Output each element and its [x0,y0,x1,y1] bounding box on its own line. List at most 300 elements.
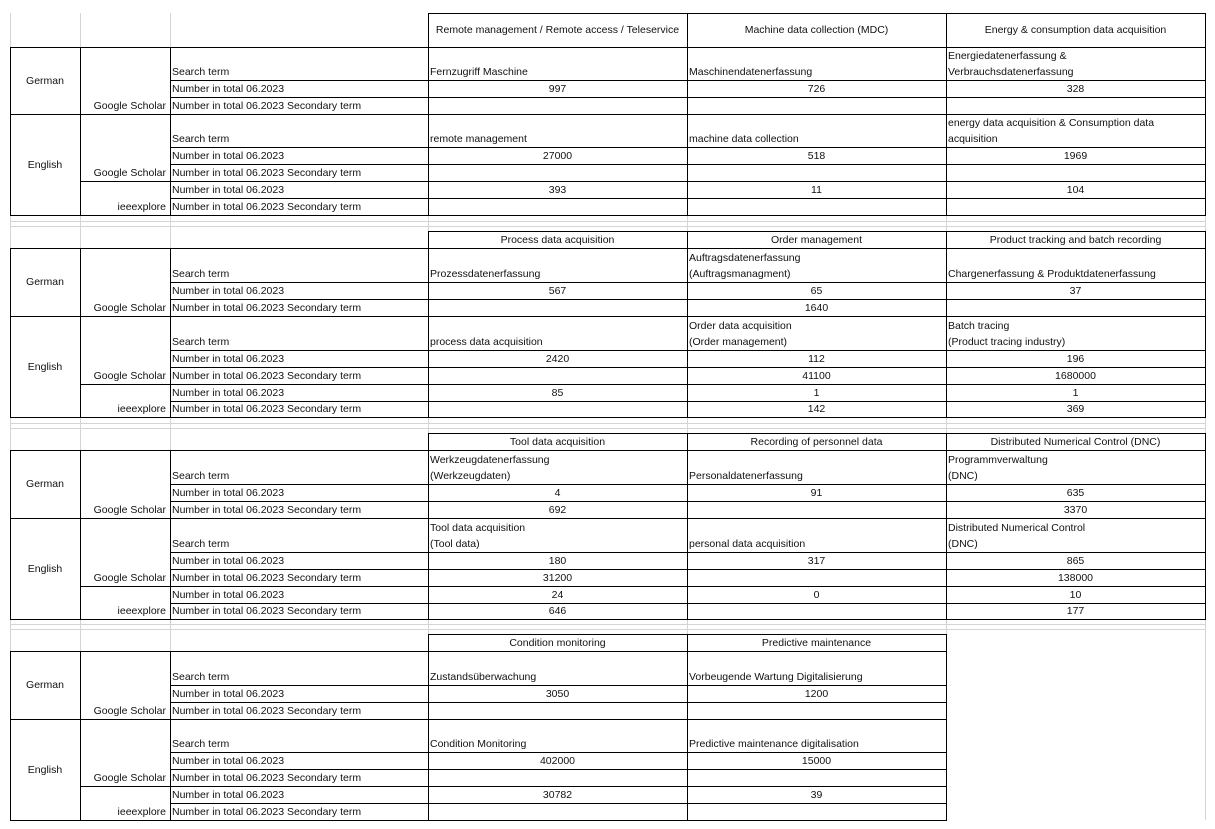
cell-text: Number in total 06.2023 [172,487,285,499]
search-term-cell [687,316,946,350]
cell-text: 692 [548,504,567,516]
cell-text: 865 [1066,555,1085,567]
cell-text: Predictive maintenance digitalisation [689,738,859,750]
row-label [170,248,428,282]
cell-text: remote management [430,133,527,145]
cell-text: 1200 [804,688,829,700]
cell-text: Remote management / Remote access / Teleservice [435,24,680,36]
border-line [946,231,947,417]
count-cell [687,685,946,702]
row-label [170,181,428,198]
language-label [10,651,80,719]
border-line [687,231,688,417]
border-line [10,417,1206,418]
border-line [170,685,947,686]
cell-text: Product tracking and batch recording [989,233,1162,246]
row-label [170,484,428,501]
row-label [170,552,428,569]
cell-text: Number in total 06.2023 Secondary term [172,572,362,584]
border-line [170,299,1206,300]
cell-text: (Werkzeugdaten) [430,470,511,482]
category-header [946,231,1205,248]
cell-text: 27000 [542,150,573,162]
category-header [428,433,687,450]
cell-text: 138000 [1057,572,1094,584]
cell-text: 567 [548,285,567,297]
cell-text: Number in total 06.2023 Secondary term [172,504,362,516]
cell-text: ieeexplore [117,605,166,617]
cell-text: Number in total 06.2023 Secondary term [172,370,362,382]
cell-text: 142 [807,403,826,415]
border-line [170,752,947,753]
row-label [170,47,428,80]
row-label [170,299,428,316]
gridline [10,428,1205,429]
cell-text: Number in total 06.2023 Secondary term [172,403,362,415]
border-line [170,501,1206,502]
cell-text: 726 [807,83,826,95]
row-label [170,769,428,786]
border-line [80,651,81,821]
count-cell [428,299,687,316]
cell-text: Google Scholar [93,772,166,784]
border-line [428,450,429,620]
row-label [170,401,428,417]
cell-text: 177 [1066,605,1085,617]
cell-text: 3050 [545,688,570,700]
cell-text: 1 [1072,387,1079,399]
cell-text: 196 [1066,353,1085,365]
border-line [10,518,1206,519]
language-label [10,114,80,215]
count-cell [687,299,946,316]
border-line [170,569,1206,570]
cell-text: Energy & consumption data acquisition [984,24,1167,36]
cell-text: Energiedatenerfassung & [948,50,1067,62]
cell-text: 997 [548,83,567,95]
border-line [1205,433,1206,619]
search-term-cell [687,518,946,552]
count-cell [428,97,687,114]
count-cell [946,501,1205,518]
cell-text: 31200 [542,572,573,584]
row-label [170,752,428,769]
cell-text: Machine data collection (MDC) [744,24,889,36]
count-cell [687,282,946,299]
gridline [10,624,1205,625]
border-line [170,552,1206,553]
cell-text: Number in total 06.2023 [172,150,285,162]
cell-text: 402000 [539,755,576,767]
category-header [428,13,687,47]
cell-text: Condition monitoring [509,636,606,649]
cell-text: German [26,276,64,288]
cell-text: Auftragsdatenerfassung [689,252,801,264]
row-label [170,518,428,552]
cell-text: (Product tracing industry) [948,336,1066,348]
cell-text: 11 [811,184,822,196]
border-line [10,619,1206,620]
border-line [170,450,171,620]
border-line [10,820,947,821]
language-label [10,316,80,417]
cell-text: Order data acquisition [689,320,792,332]
cell-text: 39 [810,789,823,801]
cell-text: German [26,74,64,87]
cell-text: Search term [172,133,230,145]
border-line [170,603,1206,604]
border-line [10,47,1206,48]
row-label [170,114,428,147]
category-header [946,13,1205,47]
source-label [80,401,170,417]
count-cell [687,501,946,518]
cell-text: Werkzeugdatenerfassung [430,454,550,466]
row-label [170,164,428,181]
cell-text: Distributed Numerical Control (DNC) [990,435,1161,448]
border-line [10,450,11,620]
cell-text: 1640 [804,302,829,314]
cell-text: Number in total 06.2023 [172,184,285,196]
count-cell [946,603,1205,619]
border-line [946,634,947,820]
border-line [10,651,947,652]
border-line [687,433,688,619]
cell-text: 41100 [802,370,831,382]
count-cell [687,80,946,97]
count-cell [946,586,1205,603]
count-cell [687,702,946,719]
cell-text: 85 [551,387,564,399]
row-label [170,719,428,752]
border-line [10,248,1206,249]
count-cell [428,484,687,501]
row-label [170,350,428,367]
cell-text: Search term [172,66,230,78]
border-line [10,114,1206,115]
search-term-cell [428,518,687,552]
search-term-cell [428,114,687,147]
cell-text: 15000 [801,755,832,767]
source-label [80,164,170,181]
count-cell [687,147,946,164]
border-line [946,433,947,619]
row-label [170,384,428,401]
row-label [170,803,428,820]
cell-text: Fernzugriff Maschine [430,66,528,78]
count-cell [687,769,946,786]
border-line [10,215,1206,216]
cell-text: Google Scholar [93,572,166,584]
cell-text: Number in total 06.2023 Secondary term [172,302,362,314]
count-cell [946,484,1205,501]
language-label [10,450,80,518]
row-label [170,316,428,350]
count-cell [428,769,687,786]
border-line [170,484,1206,485]
cell-text: English [27,562,63,575]
count-cell [687,484,946,501]
cell-text: German [26,478,64,490]
border-line [10,719,947,720]
border-line [170,401,1206,402]
count-cell [428,586,687,603]
border-line [170,147,1206,148]
cell-text: 328 [1066,83,1085,95]
cell-text: 2420 [545,353,570,365]
cell-text: process data acquisition [430,336,543,348]
count-cell [428,181,687,198]
cell-text: Distributed Numerical Control [948,522,1086,534]
cell-text: 393 [548,184,567,196]
count-cell [428,80,687,97]
row-label [170,147,428,164]
source-label [80,501,170,518]
cell-text: 3370 [1063,504,1088,516]
cell-text: 635 [1066,487,1085,499]
border-line [428,231,429,248]
cell-text: 0 [813,589,820,601]
border-line [170,367,1206,368]
cell-text: Number in total 06.2023 Secondary term [172,806,362,818]
search-term-cell [428,651,687,685]
language-label [10,248,80,316]
count-cell [946,198,1205,215]
search-term-cell [946,248,1205,282]
border-line [80,786,947,787]
cell-text: Number in total 06.2023 [172,555,285,567]
cell-text: 369 [1066,403,1085,415]
row-label [170,367,428,384]
category-header [428,231,687,248]
count-cell [428,786,687,803]
count-cell [687,552,946,569]
border-line [687,634,688,820]
cell-text: Maschinendatenerfassung [689,66,813,78]
language-label [10,47,80,114]
border-line [428,651,429,821]
source-label [80,299,170,316]
border-line [428,248,429,418]
source-label [80,702,170,719]
row-label [170,685,428,702]
cell-text: German [26,679,64,691]
border-line [10,316,1206,317]
cell-text: 1969 [1063,150,1088,162]
search-term-cell [946,114,1205,147]
count-cell [687,181,946,198]
row-label [170,450,428,484]
border-line [170,47,171,216]
cell-text: Search term [172,336,230,348]
row-label [170,80,428,97]
border-line [80,248,81,418]
search-term-cell [428,719,687,752]
category-header [687,433,946,450]
cell-text: Google Scholar [93,705,166,717]
cell-text: 10 [1069,589,1082,601]
count-cell [946,569,1205,586]
row-label [170,282,428,299]
border-line [1205,231,1206,417]
source-label [80,367,170,384]
count-cell [687,803,946,820]
gridline [10,226,1205,227]
cell-text: Search term [172,268,230,280]
border-line [428,47,429,216]
border-line [170,248,171,418]
count-cell [946,147,1205,164]
search-term-cell [687,651,946,685]
cell-text: Number in total 06.2023 Secondary term [172,705,362,717]
cell-text: personal data acquisition [689,538,806,550]
border-line [170,769,947,770]
cell-text: Number in total 06.2023 [172,589,285,601]
count-cell [428,401,687,417]
border-line [80,450,81,620]
language-label [10,719,80,820]
cell-text: Predictive maintenance [761,636,872,649]
count-cell [428,198,687,215]
count-cell [687,401,946,417]
row-label [170,198,428,215]
cell-text: Vorbeugende Wartung Digitalisierung [689,671,863,683]
cell-text: 518 [807,150,826,162]
border-line [170,350,1206,351]
gridline [10,629,1205,630]
search-term-cell [428,316,687,350]
cell-text: ieeexplore [117,806,166,818]
gridline [10,423,1205,424]
border-line [428,231,1206,232]
count-cell [428,501,687,518]
cell-text: machine data collection [689,133,799,145]
search-term-cell [946,450,1205,484]
border-line [428,634,429,651]
cell-text: Programmverwaltung [948,454,1048,466]
border-line [428,433,1206,434]
cell-text: 91 [810,487,823,499]
source-label [80,569,170,586]
search-term-cell [946,316,1205,350]
row-label [170,501,428,518]
border-line [170,164,1206,165]
border-line [80,384,1206,385]
cell-text: Search term [172,470,230,482]
cell-text: (DNC) [948,538,978,550]
count-cell [946,299,1205,316]
border-line [80,586,1206,587]
category-header [428,634,687,651]
border-line [170,97,1206,98]
count-cell [687,367,946,384]
count-cell [687,786,946,803]
border-line [428,433,429,450]
count-cell [687,164,946,181]
category-header [946,433,1205,450]
count-cell [946,181,1205,198]
category-header [687,231,946,248]
cell-text: Google Scholar [93,370,166,382]
border-line [80,47,81,216]
row-label [170,97,428,114]
source-label [80,97,170,114]
source-label [80,803,170,820]
cell-text: Number in total 06.2023 [172,387,285,399]
cell-text: ieeexplore [117,201,166,213]
cell-text: Google Scholar [93,100,166,112]
border-line [170,803,947,804]
search-term-cell [428,47,687,80]
cell-text: Tool data acquisition [430,522,526,534]
border-line [428,13,1206,14]
count-cell [946,80,1205,97]
count-cell [428,367,687,384]
border-line [10,450,1206,451]
border-line [170,282,1206,283]
cell-text: Number in total 06.2023 Secondary term [172,100,362,112]
cell-text: energy data acquisition & Consumption data [948,117,1155,129]
count-cell [428,752,687,769]
cell-text: 104 [1066,184,1085,196]
count-cell [687,603,946,619]
cell-text: Chargenerfassung & Produktdatenerfassung [948,268,1156,280]
search-term-cell [946,47,1205,80]
cell-text: 24 [551,589,564,601]
count-cell [946,97,1205,114]
cell-text: Number in total 06.2023 [172,789,285,801]
cell-text: Prozessdatenerfassung [430,268,541,280]
cell-text: Verbrauchsdatenerfassung [948,66,1074,78]
cell-text: Number in total 06.2023 Secondary term [172,772,362,784]
cell-text: Google Scholar [93,504,166,516]
count-cell [687,569,946,586]
count-cell [946,164,1205,181]
count-cell [428,384,687,401]
search-term-cell [428,248,687,282]
count-cell [428,685,687,702]
border-line [170,80,1206,81]
cell-text: Search term [172,671,230,683]
border-line [428,13,429,47]
language-label [10,518,80,619]
border-line [10,651,11,821]
cell-text: English [27,158,63,171]
count-cell [946,350,1205,367]
cell-text: Batch tracing [948,320,1010,332]
search-term-cell [687,450,946,484]
count-cell [946,401,1205,417]
count-cell [428,702,687,719]
source-label [80,769,170,786]
count-cell [946,367,1205,384]
gridline [10,221,1205,222]
count-cell [687,198,946,215]
search-term-cell [428,450,687,484]
source-label [80,603,170,619]
cell-text: Order management [770,233,863,246]
cell-text: Number in total 06.2023 Secondary term [172,605,362,617]
cell-text: 4 [554,487,561,499]
cell-text: English [27,360,63,373]
count-cell [428,552,687,569]
row-label [170,786,428,803]
row-label [170,586,428,603]
border-line [170,651,171,821]
row-label [170,651,428,685]
cell-text: ieeexplore [117,403,166,415]
cell-text: Number in total 06.2023 [172,755,285,767]
